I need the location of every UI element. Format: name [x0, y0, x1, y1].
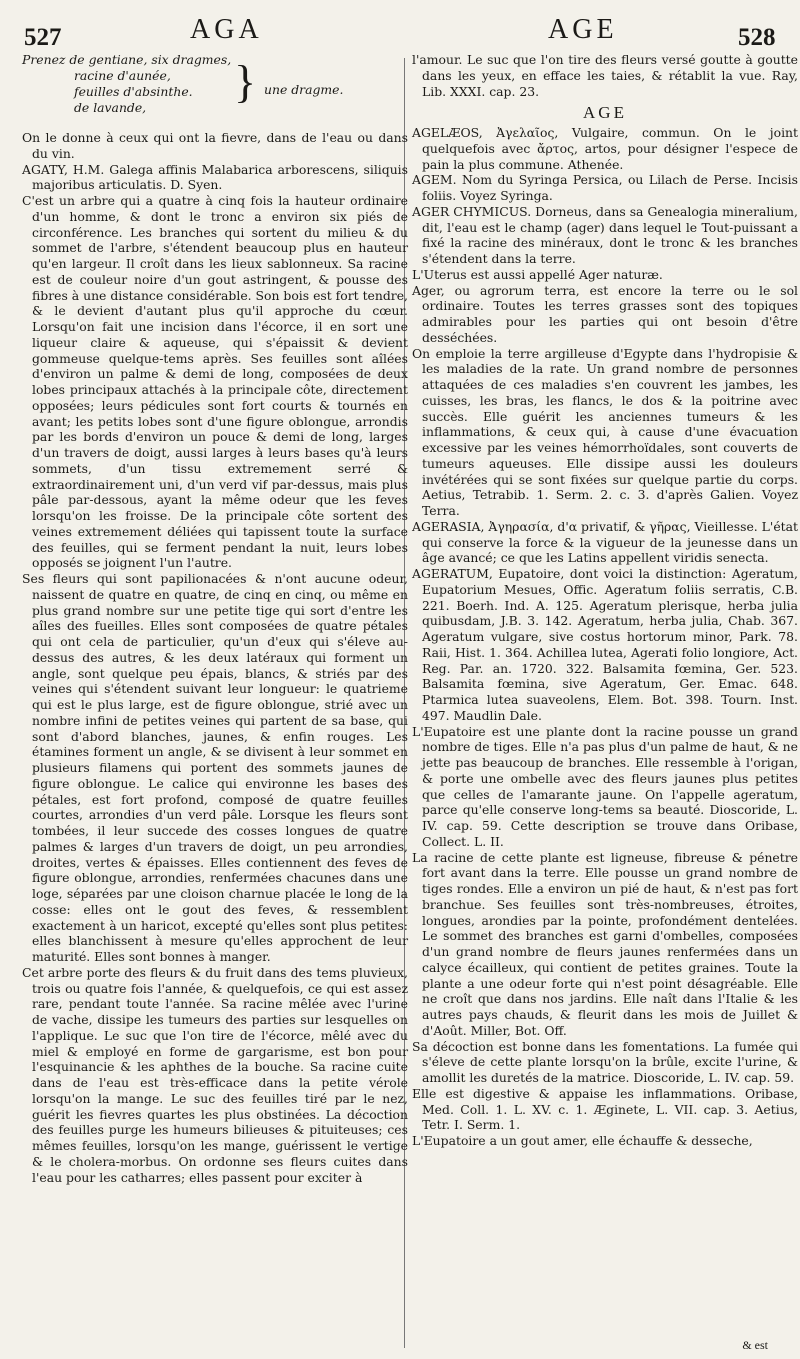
recipe-line: Prenez de gentiane, six dragmes,	[22, 52, 232, 67]
entry-agelaeos: AGELÆOS, Ἀγελαῖος, Vulgaire, commun. On le joint quelquefois avec ἄρτος, artos, pour désigner l'espece de pain la plus commune. Athenée.	[412, 125, 798, 172]
paragraph: C'est un arbre qui a quatre à cinq fois la hauteur ordinaire d'un homme, & dont le tronc a environ six piés de circonférence. Les branches qui sortent du milieu & du sommet de l'arbre, s'étendent beaucoup plus en hauteur qu'en largeur. Il croît dans les lieux sablonneux. Sa racine est de couleur noire d'un gout astringent, & pousse des fibres à une distance considérable. Son bois est fort tendre, & le devient d'autant plus qu'il approche du cœur. Lorsqu'on fait une incision dans l'écorce, il en sort une liqueur claire & aqueuse, qui s'épaissit & devient gommeuse quelque-tems après. Ses feuilles sont aîlées d'environ un palme & demi de long, composées de deux lobes principaux attachés à la principale côte, directement opposées; leurs pédicules sont fort courts & tournés en avant; les petits lobes sont d'une figure oblongue, arrondis par les bords d'environ un pouce & demi de long, larges d'un travers de doigt, aussi larges à leurs bases qu'à leurs sommets, d'un tissu extremement serré & extraordinairement uni, d'un verd vif par-dessus, mais plus pâle par-dessous, ayant la même odeur que les feves lorsqu'on les froisse. De la principale côte sortent des veines extremement déliées qui tapissent toute la surface des feuilles, qui se ferment pendant la nuit, leurs lobes opposés se joignent l'un l'autre.	[22, 193, 408, 571]
paragraph: L'Uterus est aussi appellé Ager naturæ.	[412, 266, 663, 282]
entry-agaty: AGATY, H.M. Galega affinis Malabarica arborescens, siliquis majoribus articulatis. D. Syen.	[22, 161, 408, 193]
entry-ager-chymicus: AGER CHYMICUS. Dorneus, dans sa Genealogia mineralium, dit, l'eau est le champ (ager) dans lequel le Tout-puissant a fixé la racine des minéraux, dont le tronc & les branches s'étendent dans la terre.	[412, 203, 798, 266]
right-running-head: AGE	[548, 14, 618, 45]
paragraph: L'Eupatoire est une plante dont la racine pousse un grand nombre de tiges. Elle n'a pas plus d'un palme de haut, & ne jette pas beaucoup de branches. Elle ressemble à l'origan, & porte une ombelle avec des fleurs jaunes plus petites que celles de l'amarante jaune. On l'appelle ageratum, parce qu'elle conserve long-tems sa beauté. Dioscoride, L. IV. cap. 59. Cette description se trouve dans Oribase, Collect. L. II.	[412, 723, 798, 849]
recipe-line: feuilles d'absinthe.	[74, 84, 193, 99]
paragraph: On le donne à ceux qui ont la fievre, dans de l'eau ou dans du vin.	[22, 130, 408, 161]
paragraph: Cet arbre porte des fleurs & du fruit dans des tems pluvieux, trois ou quatre fois l'année, & quelquefois, ce qui est assez rare, pendant toute l'année. Sa racine mêlée avec l'urine de vache, dissipe les tumeurs des parties sur lesquelles on l'applique. Le suc que l'on tire de l'écorce, mêlé avec du miel & employé en forme de gargarisme, est bon pour l'esquinancie & les aphthes de la bouche. Sa racine cuite dans de l'eau est très-efficace dans la petite vérole lorsqu'on la mange. Le suc des feuilles tiré par le nez, guérit les fievres quartes les plus obstinées. La décoction des feuilles purge les humeurs bilieuses & pituiteuses; ces mêmes feuilles, lorsqu'on les mange, guérissent le vertige & le cholera-morbus. On ordonne ses fleurs cuites dans l'eau pour les catharres; elles passent pour exciter à	[22, 964, 408, 1185]
catchword: & est	[742, 1338, 768, 1352]
left-running-head: AGA	[190, 14, 263, 45]
paragraph: Ses fleurs qui sont papilionacées & n'ont aucune odeur, naissent de quatre en quatre, de cinq en cinq, ou même en plus grand nombre sur une petite tige qui sort d'entre les aîles des fueilles. Elles sont composées de quatre pétales qui ont cela de particulier, qu'un d'eux qui s'éleve au-dessus des autres, & les deux latéraux qui forment un angle, sont quelque peu épais, blancs, & striés par des veines qui s'étendent suivant leur longueur: le quatrieme qui est le plus large, est de figure oblongue, strié avec un nombre infini de petites veines qui partent de sa base, qui sont d'abord blanches, jaunes, & enfin rouges. Les étamines forment un angle, & se divisent à leur sommet en plusieurs filamens qui portent des sommets jaunes de figure oblongue. Le calice qui environne les bases des pétales, est fort profond, composé de quatre feuilles courtes, arrondies d'un verd pâle. Lorsque les fleurs sont tombées, il leur succede des cosses longues de quatre palmes & larges d'un travers de doigt, un peu arrondies, droites, vertes & épaisses. Elles contiennent des feves de figure oblongue, arrondies, renfermées chacunes dans une loge, séparées par une cloison charnue placée le long de la cosse: elles ont le gout des feves, & ressemblent exactement à un haricot, excepté qu'elles sont plus petites: elles blanchissent à mesure qu'elles approchent de leur maturité. Elles sont bonnes à manger.	[22, 571, 408, 964]
paragraph: On emploie la terre argilleuse d'Egypte dans l'hydropisie & les maladies de la rate. Un grand nombre de personnes attaquées de ces maladies s'en couvrent les jambes, les cuisses, les bras, les flancs, le dos & la poitrine avec succès. Elle guérit les anciennes tumeurs & les inflammations, & ceux qui, à cause d'une évacuation excessive par les veines hémorrhoïdales, sont couverts de tumeurs aqueuses. Elle dissipe aussi les douleurs invétérées qui se sont fixées sur quelque partie du corps. Aetius, Tetrabib. 1. Serm. 2. c. 3. d'après Galien. Voyez Terra.	[412, 345, 798, 518]
entry-agem: AGEM. Nom du Syringa Persica, ou Lilach de Perse. Incisis foliis. Voyez Syringa.	[412, 172, 798, 203]
recipe-brace: }	[234, 56, 257, 107]
paragraph: Elle est digestive & appaise les inflammations. Oribase, Med. Coll. 1. L. XV. c. 1. Æginete, L. VII. cap. 3. Aetius, Tetr. I. Serm. 1.	[412, 1085, 798, 1133]
recipe-dose: une dragme.	[264, 82, 344, 97]
paragraph: Ager, ou agrorum terra, est encore la terre ou le sol ordinaire. Toutes les terres grasses sont des topiques admirables pour les parties qui ont besoin d'être desséchées.	[412, 282, 798, 345]
paragraph: La racine de cette plante est ligneuse, fibreuse & pénetre fort avant dans la terre. Elle pousse un grand nombre de tiges rondes. Elle a environ un pié de haut, & n'est pas fort branchue. Ses feuilles sont très-nombreuses, étroites, longues, arondies par la pointe, profondément dentelées. Le sommet des branches est garni d'ombelles, composées d'un grand nombre de fleurs jaunes renfermées dans un calyce écailleux, qui contient de petites graines. Toute la plante a une odeur forte qui n'est point désagréable. Elle ne croît que dans nos jardins. Elle naît dans l'Italie & les autres pays chauds, & fleurit dans les mois de Juillet & d'Août. Miller, Bot. Off.	[412, 849, 798, 1038]
recipe-line: de lavande,	[74, 100, 147, 115]
right-page-number: 528	[738, 24, 776, 51]
paragraph: l'amour. Le suc que l'on tire des fleurs versé goutte à goutte dans les yeux, en efface les taies, & rétablit la vue. Ray, Lib. XXXI. cap. 23.	[412, 52, 798, 99]
paragraph: L'Eupatoire a un gout amer, elle échauffe & desseche,	[412, 1133, 753, 1148]
section-title: AGE	[583, 103, 627, 123]
recipe-line: racine d'aunée,	[74, 68, 171, 83]
entry-agerasia: AGERASIA, Ἀγηρασία, d'α privatif, & γῆρας, Vieillesse. L'état qui conserve la force & la vigueur de la jeunesse dans un âge avancé; ce que les Latins appellent viridis senecta.	[412, 518, 798, 566]
left-column	[22, 52, 408, 1185]
left-page-number: 527	[24, 24, 62, 51]
recipe-block	[22, 52, 408, 130]
paragraph: Sa décoction est bonne dans les fomentations. La fumée qui s'éleve de cette plante lorsqu'on la brûle, excite l'urine, & amollit les duretés de la matrice. Dioscoride, L. IV. cap. 59.	[412, 1038, 798, 1085]
right-column	[412, 52, 798, 1149]
entry-ageratum: AGERATUM, Eupatoire, dont voici la distinction: Ageratum, Eupatorium Mesues, Offic. Ageratum foliis serratis, C.B. 221. Boerh. Ind. A. 125. Ageratum plerisque, herba julia quibusdam, J.B. 3. 142. Ageratum, herba julia, Chab. 367. Ageratum vulgare, sive costus hortorum minor, Park. 78. Raii, Hist. 1. 364. Achillea lutea, Agerati folio longiore, Act. Reg. Par. an. 1720. 322. Balsamita fœmina, Ger. 523. Balsamita fœmina, sive Ageratum, Ger. Emac. 648. Ptarmica lutea suaveolens, Elem. Bot. 398. Tourn. Inst. 497. Maudlin Dale.	[412, 566, 798, 723]
